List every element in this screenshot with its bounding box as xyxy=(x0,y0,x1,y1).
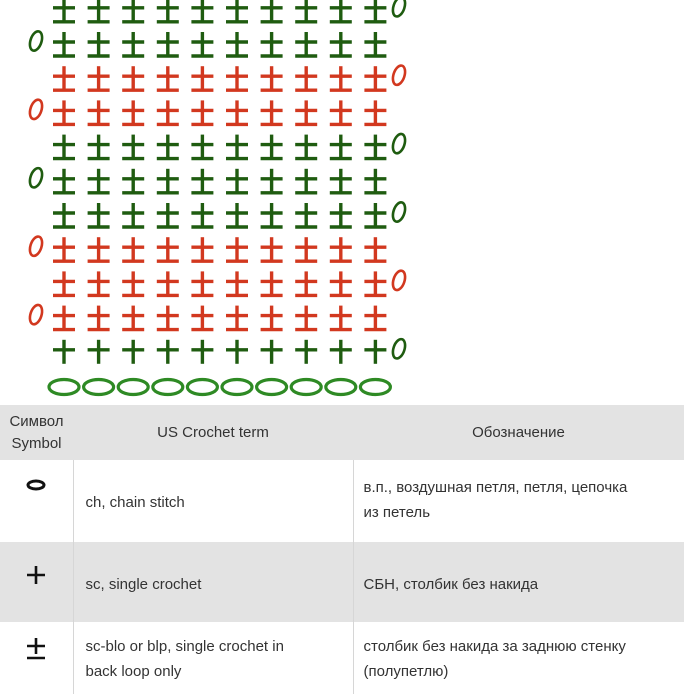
sc-blo-stitch-mark xyxy=(53,237,75,261)
chain-stitch-mark xyxy=(222,380,252,395)
sc-blo-stitch-mark xyxy=(88,66,110,90)
turning-chain-mark xyxy=(391,201,408,223)
meaning-line1: столбик без накида за заднюю стенку xyxy=(363,638,626,655)
sc-blo-stitch-mark xyxy=(122,203,144,227)
sc-blo-stitch-mark xyxy=(157,0,179,22)
turning-chain-mark xyxy=(28,303,45,325)
sc-blo-stitch-mark xyxy=(88,169,110,193)
sc-blo-stitch-mark xyxy=(330,306,352,330)
turning-chain-mark xyxy=(28,30,45,52)
sc-blo-stitch-mark xyxy=(122,271,144,295)
sc-blo-stitch-mark xyxy=(364,306,386,330)
sc-blo-stitch-mark xyxy=(88,271,110,295)
sc-blo-stitch-mark xyxy=(261,100,283,124)
sc-blo-stitch-mark xyxy=(53,306,75,330)
sc-stitch-mark xyxy=(295,340,317,364)
sc-blo-stitch-mark xyxy=(364,100,386,124)
sc-blo-stitch-mark xyxy=(226,66,248,90)
sc-stitch-mark xyxy=(191,340,213,364)
meaning-line1: в.п., воздушная петля, петля, цепочка xyxy=(363,479,628,496)
sc-blo-stitch-mark xyxy=(53,271,75,295)
sc-blo-stitch-mark xyxy=(330,271,352,295)
sc-blo-stitch-mark xyxy=(122,32,144,56)
sc-blo-stitch-mark xyxy=(295,66,317,90)
sc-blo-stitch-mark xyxy=(88,203,110,227)
sc-blo-stitch-mark xyxy=(261,271,283,295)
chain-stitch-mark xyxy=(84,380,114,395)
sc-blo-stitch-mark xyxy=(330,66,352,90)
sc-blo-stitch-mark xyxy=(261,32,283,56)
legend-us-term-cell xyxy=(73,622,353,694)
meaning-line2: из петель xyxy=(363,504,431,521)
sc-blo-stitch-mark xyxy=(157,203,179,227)
legend-us-term-cell xyxy=(73,542,353,622)
sc-blo-stitch-mark xyxy=(226,271,248,295)
sc-blo-stitch-mark xyxy=(88,100,110,124)
sc-blo-stitch-mark xyxy=(295,306,317,330)
sc-blo-stitch-mark xyxy=(330,203,352,227)
sc-blo-stitch-mark xyxy=(53,66,75,90)
sc-stitch-mark xyxy=(122,340,144,364)
sc-stitch-mark xyxy=(330,340,352,364)
sc-blo-stitch-mark xyxy=(53,169,75,193)
legend-row-chain xyxy=(0,460,684,542)
sc-blo-stitch-mark xyxy=(364,203,386,227)
chain-stitch-mark xyxy=(187,380,217,395)
sc-blo-stitch-mark xyxy=(122,306,144,330)
sc-blo-stitch-mark xyxy=(157,66,179,90)
sc-stitch-mark xyxy=(364,340,386,364)
sc-blo-stitch-mark xyxy=(88,306,110,330)
sc-blo-stitch-mark xyxy=(295,0,317,22)
sc-blo-stitch-mark xyxy=(53,203,75,227)
chain-stitch-mark xyxy=(360,380,390,395)
chain-oval-icon xyxy=(25,478,47,492)
legend-meaning-cell xyxy=(353,542,684,622)
sc-blo-stitch-mark xyxy=(53,32,75,56)
sc-blo-stitch-mark xyxy=(226,237,248,261)
sc-blo-stitch-mark xyxy=(157,271,179,295)
sc-stitch-mark xyxy=(88,340,110,364)
sc-blo-stitch-mark xyxy=(122,66,144,90)
turning-chain-mark xyxy=(391,338,408,360)
header-symbol-en: Symbol xyxy=(11,434,62,452)
sc-blo-stitch-mark xyxy=(330,32,352,56)
legend-us-term-cell xyxy=(73,460,353,542)
sc-blo-stitch-mark xyxy=(191,237,213,261)
sc-stitch-mark xyxy=(157,340,179,364)
sc-blo-stitch-mark xyxy=(364,0,386,22)
sc-blo-stitch-mark xyxy=(295,271,317,295)
chain-stitch-mark xyxy=(291,380,321,395)
chain-stitch-mark xyxy=(49,380,79,395)
sc-blo-stitch-mark xyxy=(122,237,144,261)
header-symbol xyxy=(0,405,73,460)
sc-blo-stitch-mark xyxy=(261,135,283,159)
sc-blo-stitch-mark xyxy=(261,237,283,261)
us-term-line1: sc-blo or blp, single crochet in xyxy=(85,638,284,655)
sc-blo-stitch-mark xyxy=(226,0,248,22)
sc-blo-stitch-mark xyxy=(122,169,144,193)
sc-blo-stitch-mark xyxy=(261,169,283,193)
header-us-term: US Crochet term xyxy=(157,424,269,441)
turning-chain-mark xyxy=(391,64,408,86)
sc-blo-stitch-mark xyxy=(191,203,213,227)
sc-blo-stitch-mark xyxy=(53,100,75,124)
sc-blo-stitch-mark xyxy=(157,32,179,56)
sc-blo-stitch-mark xyxy=(261,306,283,330)
chain-stitch-mark xyxy=(153,380,183,395)
sc-blo-stitch-mark xyxy=(295,135,317,159)
sc-blo-stitch-mark xyxy=(191,100,213,124)
sc-blo-stitch-mark xyxy=(364,237,386,261)
legend-header-row xyxy=(0,405,684,460)
sc-blo-stitch-mark xyxy=(191,169,213,193)
sc-blo-stitch-mark xyxy=(330,100,352,124)
sc-blo-stitch-mark xyxy=(226,135,248,159)
sc-blo-stitch-mark xyxy=(157,135,179,159)
legend-symbol-cell xyxy=(0,622,73,694)
sc-blo-stitch-mark xyxy=(295,32,317,56)
sc-blo-stitch-mark xyxy=(295,237,317,261)
sc-blo-stitch-mark xyxy=(226,100,248,124)
sc-blo-stitch-mark xyxy=(157,100,179,124)
header-meaning: Обозначение xyxy=(472,424,565,441)
sc-blo-stitch-mark xyxy=(191,271,213,295)
sc-blo-stitch-mark xyxy=(261,0,283,22)
turning-chain-mark xyxy=(391,269,408,291)
sc-blo-stitch-mark xyxy=(364,66,386,90)
turning-chain-mark xyxy=(391,0,408,18)
sc-blo-stitch-mark xyxy=(88,32,110,56)
turning-chain-mark xyxy=(391,132,408,154)
sc-blo-stitch-mark xyxy=(191,66,213,90)
plus-icon xyxy=(25,564,47,586)
sc-stitch-mark xyxy=(53,340,75,364)
legend-row-sc xyxy=(0,542,684,622)
sc-blo-stitch-mark xyxy=(88,0,110,22)
sc-blo-stitch-mark xyxy=(88,237,110,261)
legend-meaning-cell xyxy=(353,460,684,542)
sc-blo-stitch-mark xyxy=(122,100,144,124)
sc-blo-stitch-mark xyxy=(122,135,144,159)
sc-blo-stitch-mark xyxy=(226,169,248,193)
plus-underline-icon xyxy=(24,636,48,662)
sc-blo-stitch-mark xyxy=(330,135,352,159)
sc-blo-stitch-mark xyxy=(364,135,386,159)
sc-blo-stitch-mark xyxy=(226,203,248,227)
sc-blo-stitch-mark xyxy=(191,135,213,159)
sc-blo-stitch-mark xyxy=(157,169,179,193)
sc-blo-stitch-mark xyxy=(191,0,213,22)
sc-blo-stitch-mark xyxy=(226,32,248,56)
sc-blo-stitch-mark xyxy=(364,32,386,56)
chain-stitch-mark xyxy=(326,380,356,395)
sc-stitch-mark xyxy=(226,340,248,364)
sc-blo-stitch-mark xyxy=(191,32,213,56)
legend-row-sc-blo xyxy=(0,622,684,694)
sc-blo-stitch-mark xyxy=(53,0,75,22)
sc-blo-stitch-mark xyxy=(295,100,317,124)
legend-table xyxy=(0,405,684,694)
turning-chain-mark xyxy=(28,235,45,257)
sc-blo-stitch-mark xyxy=(330,237,352,261)
turning-chain-mark xyxy=(28,167,45,189)
sc-blo-stitch-mark xyxy=(330,0,352,22)
sc-blo-stitch-mark xyxy=(53,135,75,159)
sc-blo-stitch-mark xyxy=(330,169,352,193)
us-term-line1: sc, single crochet xyxy=(85,576,202,593)
sc-blo-stitch-mark xyxy=(226,306,248,330)
sc-blo-stitch-mark xyxy=(364,271,386,295)
turning-chain-mark xyxy=(28,98,45,120)
chain-stitch-mark xyxy=(257,380,287,395)
sc-blo-stitch-mark xyxy=(191,306,213,330)
sc-blo-stitch-mark xyxy=(122,0,144,22)
meaning-line1: СБН, столбик без накида xyxy=(363,576,539,593)
sc-blo-stitch-mark xyxy=(364,169,386,193)
us-term-line2: back loop only xyxy=(85,663,182,680)
sc-blo-stitch-mark xyxy=(261,203,283,227)
legend-meaning-cell xyxy=(353,622,684,694)
sc-blo-stitch-mark xyxy=(88,135,110,159)
legend-symbol-cell xyxy=(0,460,73,542)
sc-blo-stitch-mark xyxy=(295,203,317,227)
sc-blo-stitch-mark xyxy=(295,169,317,193)
chain-stitch-mark xyxy=(118,380,148,395)
meaning-line2: (полупетлю) xyxy=(363,663,449,680)
legend-symbol-cell xyxy=(0,542,73,622)
header-symbol-ru: Символ xyxy=(9,412,64,430)
sc-blo-stitch-mark xyxy=(261,66,283,90)
sc-stitch-mark xyxy=(261,340,283,364)
us-term-line1: ch, chain stitch xyxy=(85,493,185,511)
sc-blo-stitch-mark xyxy=(157,237,179,261)
sc-blo-stitch-mark xyxy=(157,306,179,330)
